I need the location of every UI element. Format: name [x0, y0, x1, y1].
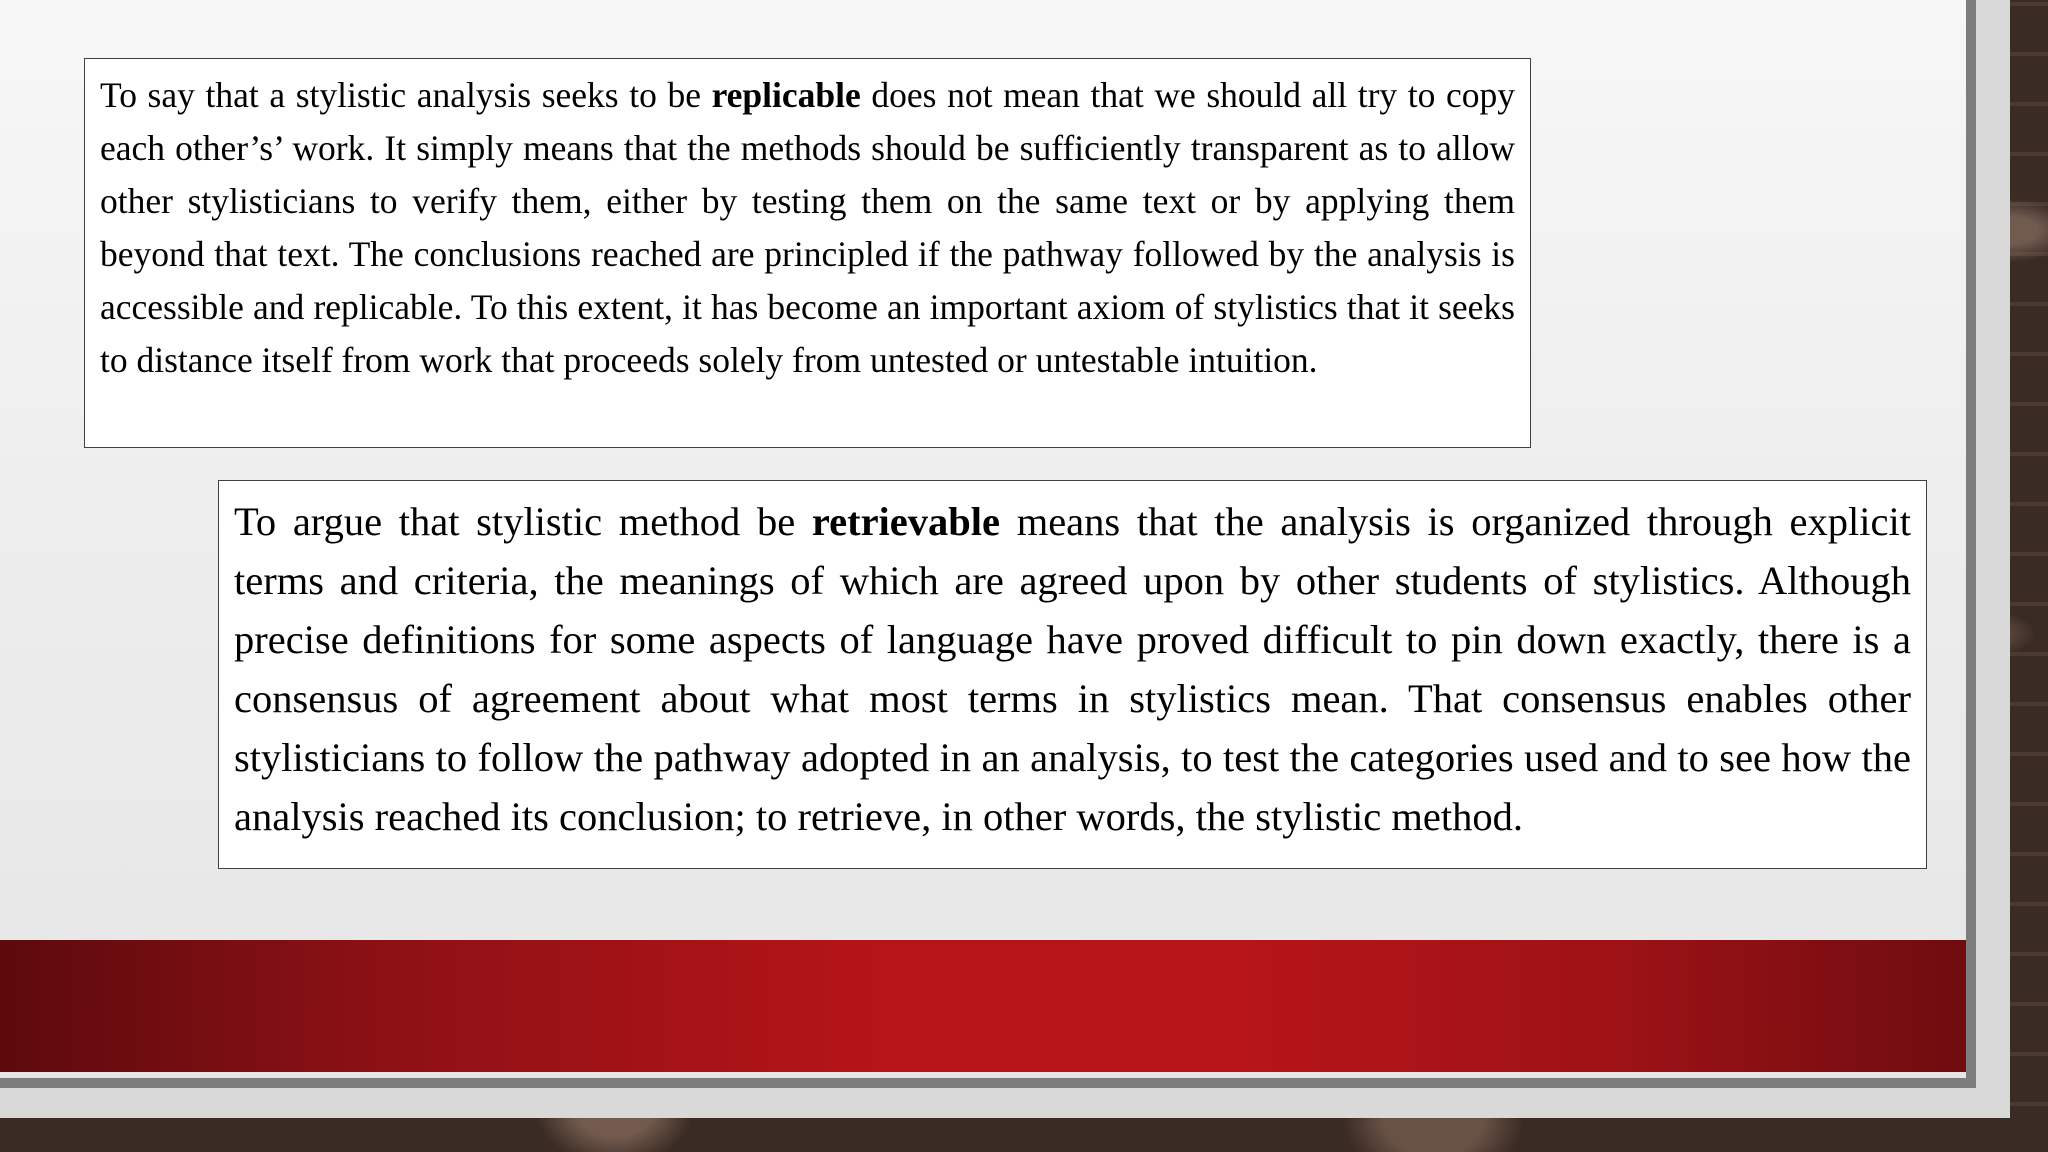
retrievable-text-after: means that the analysis is organized through explicit terms and criteria, the meanings of which are agreed upon by other students of stylistics. Although precise definitions for some aspects of language have proved difficult to pin down exactly, there is a consensus of agreement about what most terms in stylistics mean. That consensus enables other stylisticians to follow the pathway adopted in an analysis, to test the categories used and to see how the analysis reached its conclusion; to retrieve, in other words, the stylistic method.	[234, 499, 1911, 839]
replicable-text-after: does not mean that we should all try to copy each other’s’ work. It simply means that the methods should be sufficiently transparent as to allow other stylisticians to verify them, either by testing them on the same text or by applying them beyond that text. The conclusions reached are principled if the pathway followed by the analysis is accessible and replicable. To this extent, it has become an important axiom of stylistics that it seeks to distance itself from work that proceeds solely from untested or untestable intuition.	[100, 75, 1515, 380]
retrievable-keyword: retrievable	[811, 499, 1001, 544]
retrievable-text-before: To argue that stylistic method be	[234, 499, 812, 544]
replicable-keyword: replicable	[711, 75, 861, 115]
red-accent-band	[0, 940, 1966, 1072]
replicable-text-before: To say that a stylistic analysis seeks to be	[100, 75, 712, 115]
replicable-text-box	[84, 58, 1531, 448]
retrievable-text-box	[218, 480, 1927, 869]
